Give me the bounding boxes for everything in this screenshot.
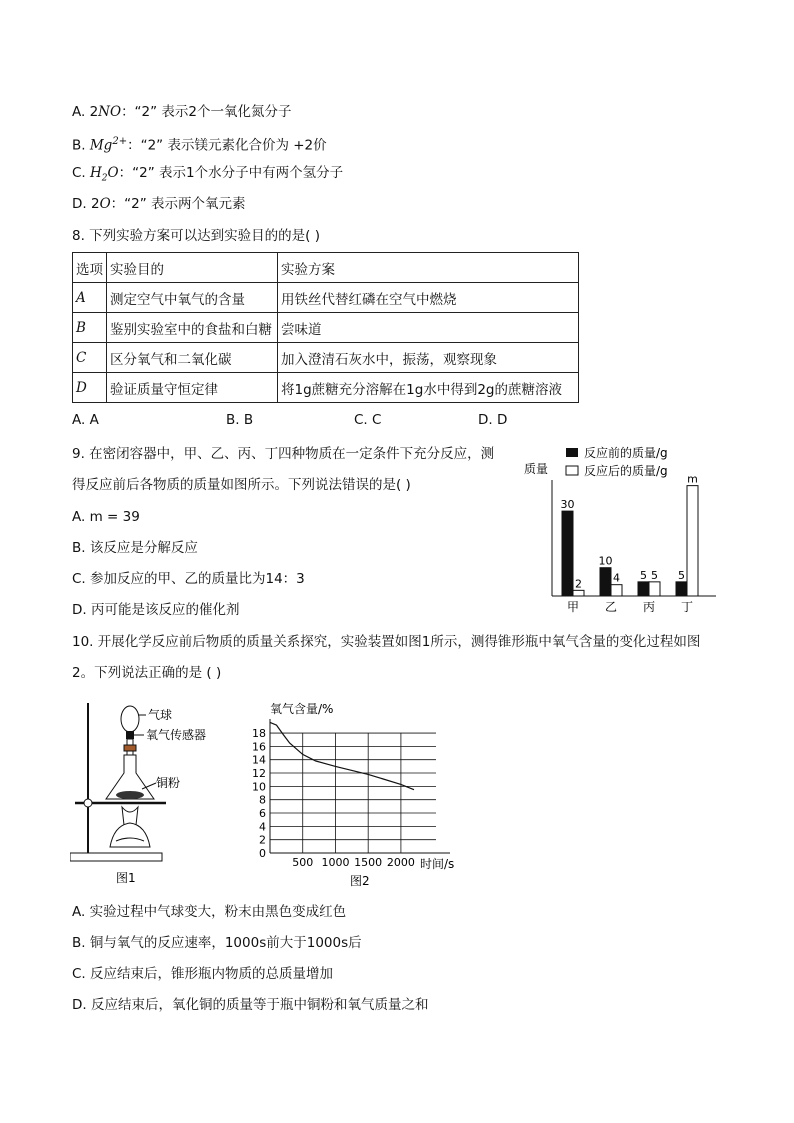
- fig2-line-chart: [250, 697, 460, 887]
- bar-before: [562, 511, 573, 596]
- x-tick-label: 2000: [386, 856, 415, 869]
- legend-swatch-after: [566, 466, 578, 475]
- legend-label-after: 反应后的质量/g: [584, 464, 668, 478]
- q8-option-c: C. C: [354, 412, 382, 428]
- data-label: 5: [640, 568, 647, 582]
- table-row: [73, 283, 579, 313]
- legend-label-before: 反应前的质量/g: [584, 446, 668, 460]
- y-tick-label: 12: [252, 767, 266, 781]
- fig1-apparatus: [70, 695, 230, 885]
- q8-option-d: D. D: [478, 412, 508, 428]
- y-tick-label: 8: [259, 793, 266, 807]
- table-cell: C: [73, 343, 107, 373]
- q10-option-d: D. 反应结束后，氧化铜的质量等于瓶中铜粉和氧气质量之和: [72, 997, 429, 1013]
- q9-option-d: D. 丙可能是该反应的催化剂: [72, 602, 240, 618]
- q9-option-c: C. 参加反应的甲、乙的质量比为14：3: [72, 571, 305, 587]
- clamp: [84, 799, 92, 807]
- q8-option-b: B. B: [226, 412, 254, 428]
- table-cell: 加入澄清石灰水中，振荡，观察现象: [278, 343, 579, 373]
- data-label: m: [687, 472, 698, 486]
- y-tick-label: 6: [259, 807, 266, 821]
- data-label: 10: [598, 554, 613, 568]
- x-tick-label: 500: [292, 856, 314, 869]
- q9-stem-line1: 9. 在密闭容器中，甲、乙、丙、丁四种物质在一定条件下充分反应，测: [72, 446, 495, 462]
- table-header-cell: 选项: [73, 253, 107, 283]
- table-header-cell: 实验目的: [107, 253, 278, 283]
- balloon-label: 气球: [148, 708, 173, 722]
- bar-before: [676, 582, 687, 596]
- y-tick-label: 18: [252, 727, 266, 741]
- bar-after: [649, 582, 660, 596]
- q8-stem: 8. 下列实验方案可以达到实验目的的是( ): [72, 228, 320, 244]
- data-label: 4: [613, 571, 620, 585]
- copper-label: 铜粉: [156, 776, 181, 790]
- bar-before: [638, 582, 649, 596]
- y-tick-label: 0: [259, 847, 266, 860]
- bar-after: [687, 486, 698, 596]
- q7-option-b: B. $Mg^{2+}$：“2” 表示镁元素化合价为 +2价: [72, 136, 327, 154]
- table-cell: 将1g蔗糖充分溶解在1g水中得到2g的蔗糖溶液: [278, 373, 579, 403]
- legend-swatch-before: [566, 448, 578, 457]
- sensor-label: 氧气传感器: [146, 728, 207, 742]
- y-tick-label: 14: [252, 753, 266, 767]
- q9-bar-chart: [520, 440, 720, 620]
- table-cell: A: [73, 283, 107, 313]
- flame: [122, 807, 138, 825]
- data-label: 5: [651, 568, 658, 582]
- balloon-neck: [126, 731, 134, 739]
- table-cell: B: [73, 313, 107, 343]
- x-axis-label: 时间/s: [420, 857, 455, 871]
- y-axis-label: 质量: [524, 462, 549, 476]
- bar-before: [600, 568, 611, 596]
- x-tick-label: 1000: [321, 856, 350, 869]
- q9-stem-line2: 得反应前后各物质的质量如图所示。下列说法错误的是( ): [72, 477, 411, 493]
- q10-option-c: C. 反应结束后，锥形瓶内物质的总质量增加: [72, 966, 334, 982]
- balloon: [121, 706, 139, 732]
- table-cell: 尝味道: [278, 313, 579, 343]
- data-label: 5: [678, 568, 685, 582]
- table-cell: 测定空气中氧气的含量: [107, 283, 278, 313]
- table-cell: D: [73, 373, 107, 403]
- table-cell: 验证质量守恒定律: [107, 373, 278, 403]
- table-cell: 鉴别实验室中的食盐和白糖: [107, 313, 278, 343]
- x-tick-label: 1500: [354, 856, 383, 869]
- q7-option-c: C. $H_2O$：“2” 表示1个水分子中有两个氢分子: [72, 165, 344, 184]
- q8-table: [72, 252, 579, 403]
- table-row: [73, 373, 579, 403]
- y-axis-label: 氧气含量/%: [270, 702, 334, 716]
- data-label: 2: [575, 577, 582, 591]
- stand-base: [70, 853, 162, 861]
- series-line: [270, 722, 414, 789]
- q7-option-a: A. 2NO：“2” 表示2个一氧化氮分子: [72, 104, 292, 120]
- y-tick-label: 4: [259, 820, 266, 834]
- copper-powder: [116, 791, 144, 799]
- category-label: 乙: [604, 600, 618, 614]
- bar-after: [611, 585, 622, 596]
- q9-option-a: A. m = 39: [72, 509, 140, 525]
- bar-after: [573, 590, 584, 596]
- q8-option-a: A. A: [72, 412, 99, 428]
- category-label: 丙: [642, 600, 656, 614]
- q10-stem-line2: 2。下列说法正确的是 ( ): [72, 665, 222, 681]
- y-tick-label: 10: [252, 780, 266, 794]
- q10-option-b: B. 铜与氧气的反应速率，1000s前大于1000s后: [72, 935, 362, 951]
- table-row: [73, 343, 579, 373]
- fig1-caption: 图1: [116, 871, 136, 885]
- table-row: [73, 313, 579, 343]
- category-label: 丁: [680, 600, 694, 614]
- q7-option-d: D. 2O：“2” 表示两个氧元素: [72, 196, 246, 212]
- q9-option-b: B. 该反应是分解反应: [72, 540, 198, 556]
- category-label: 甲: [566, 600, 580, 614]
- table-header-row: [73, 253, 579, 283]
- data-label: 30: [560, 498, 575, 512]
- fig2-caption: 图2: [350, 874, 370, 888]
- q10-stem-line1: 10. 开展化学反应前后物质的质量关系探究，实验装置如图1所示，测得锥形瓶中氧气含量的变化过程如图: [72, 634, 701, 650]
- alcohol-lamp: [110, 823, 150, 847]
- table-cell: 区分氧气和二氧化碳: [107, 343, 278, 373]
- table-cell: 用铁丝代替红磷在空气中燃烧: [278, 283, 579, 313]
- y-tick-label: 2: [259, 833, 266, 847]
- table-header-cell: 实验方案: [278, 253, 579, 283]
- q10-option-a: A. 实验过程中气球变大，粉末由黑色变成红色: [72, 904, 347, 920]
- stopper: [124, 745, 136, 751]
- y-tick-label: 16: [252, 740, 266, 754]
